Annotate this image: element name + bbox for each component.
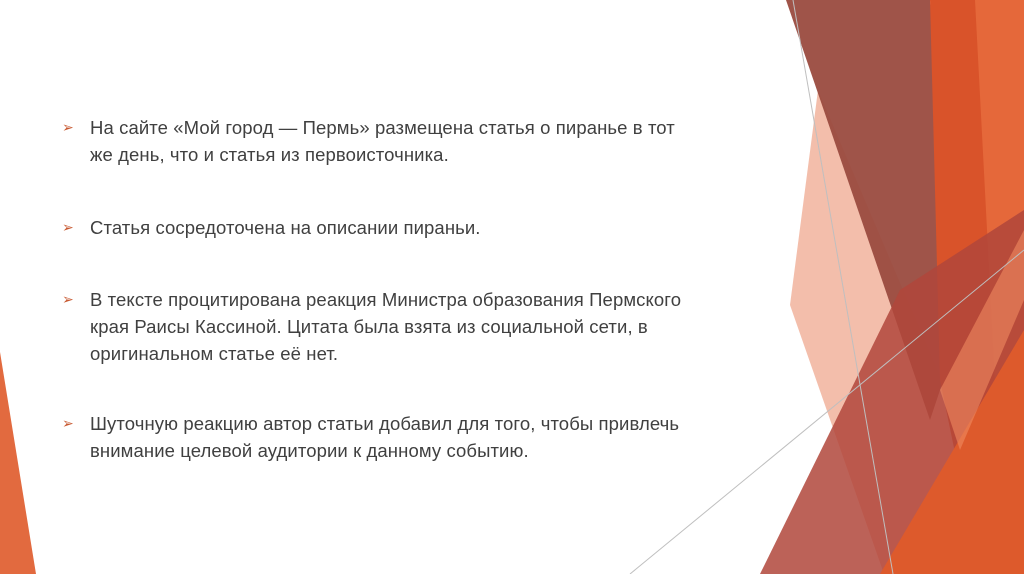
bullet-text — [90, 114, 782, 168]
left-accent-shape — [0, 352, 36, 574]
bullet-text — [90, 410, 782, 464]
bullet-item — [62, 214, 782, 241]
bullet-arrow-icon: ➢ — [62, 219, 74, 235]
bullet-text — [90, 214, 782, 241]
bullet-line: края Раисы Кассиной. Цитата была взята из социальной сети, в — [90, 316, 648, 337]
bullet-line: внимание целевой аудитории к данному событию. — [90, 440, 529, 461]
bullet-arrow-icon: ➢ — [62, 291, 74, 307]
bullet-line: Шуточную реакцию автор статьи добавил для того, чтобы привлечь — [90, 413, 680, 434]
bullet-line: Статья сосредоточена на описании пираньи. — [90, 217, 481, 238]
bullet-line: На сайте «Мой город — Пермь» размещена статья о пиранье в тот — [90, 117, 675, 138]
bullet-arrow-icon: ➢ — [62, 415, 74, 431]
bullet-text — [90, 286, 782, 367]
bullet-item — [62, 114, 782, 168]
bullet-line: же день, что и статья из первоисточника. — [90, 144, 449, 165]
bullet-item — [62, 286, 782, 367]
bullet-line: оригинальном статье её нет. — [90, 343, 339, 364]
bullet-arrow-icon: ➢ — [62, 119, 74, 135]
bullet-line: В тексте процитирована реакция Министра образования Пермского — [90, 289, 682, 310]
bullet-item — [62, 410, 782, 464]
